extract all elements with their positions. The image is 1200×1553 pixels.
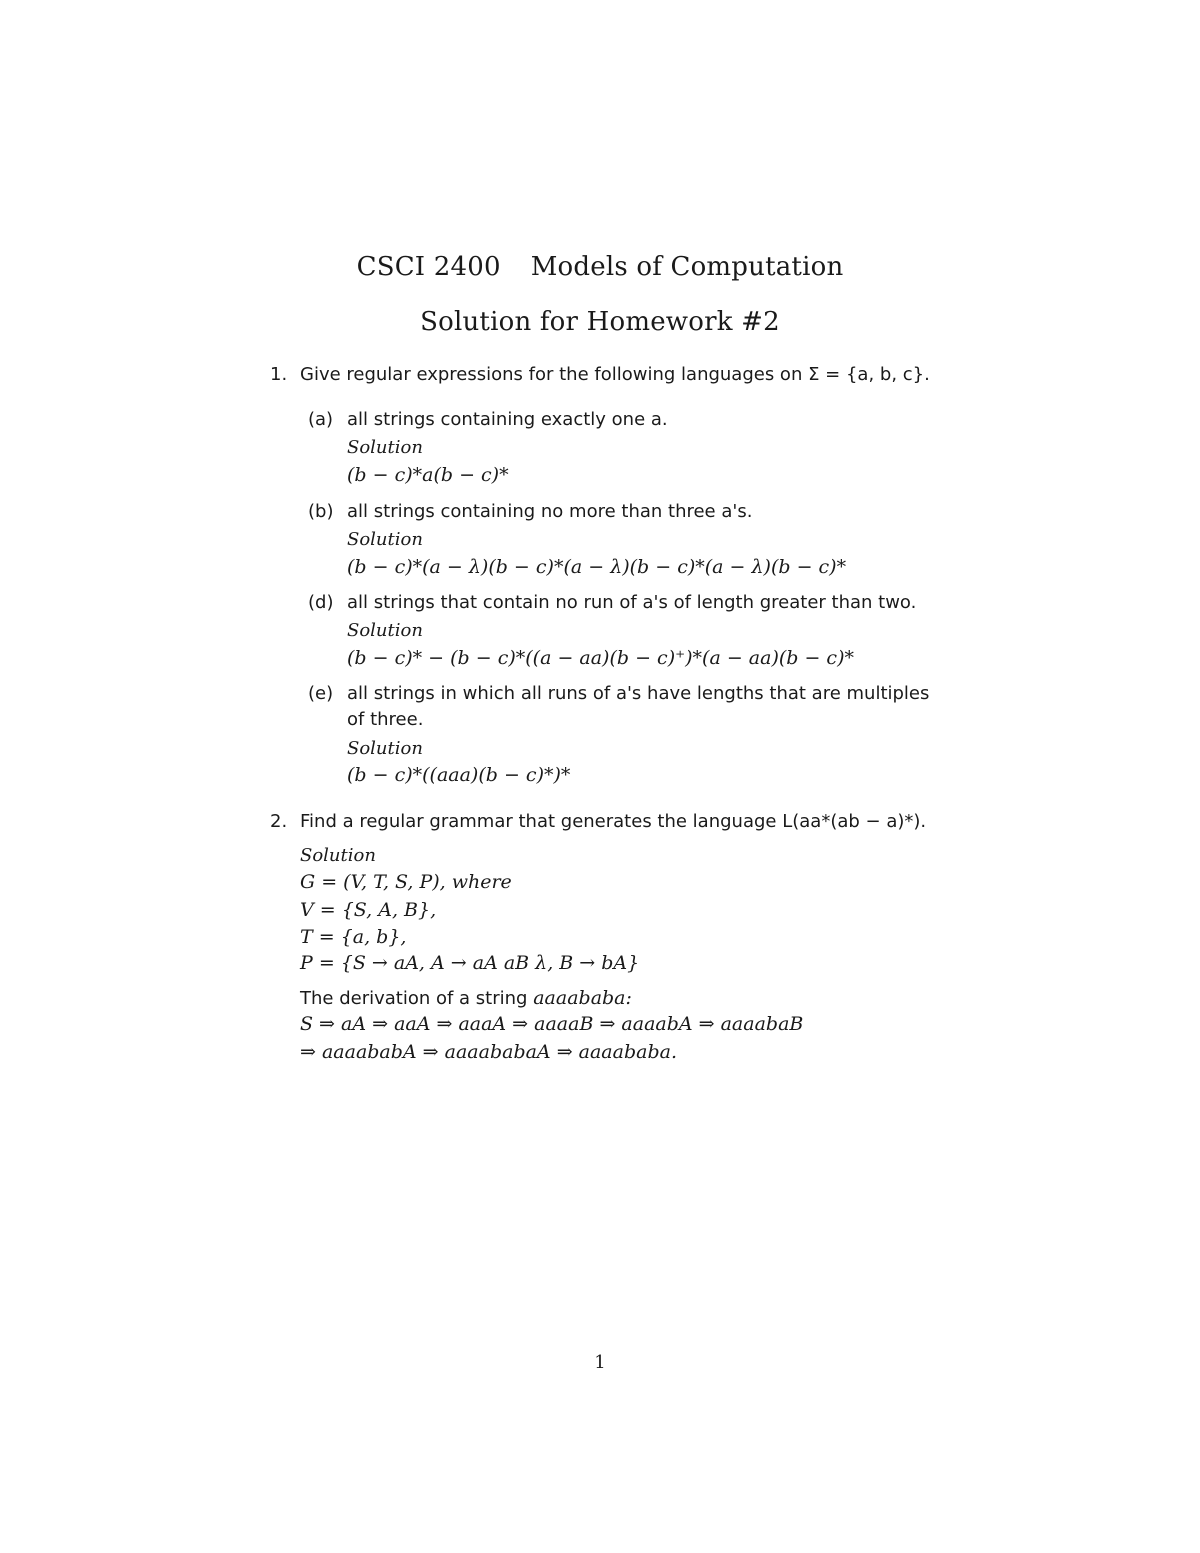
terminals-set: T = {a, b}, — [300, 926, 407, 948]
part-d-label: (d) — [308, 592, 334, 613]
derivation-intro-text: The derivation of a string — [300, 988, 528, 1009]
document-title — [0, 252, 1200, 282]
part-b-text: all strings containing no more than three a's. — [347, 501, 753, 522]
part-e-text: all strings in which all runs of a's have lengths that are multiples — [347, 683, 930, 704]
derivation-line-2: ⇒ aaaababA ⇒ aaaababaA ⇒ aaaababa. — [300, 1041, 677, 1063]
part-b-solution: (b − c)*(a − λ)(b − c)*(a − λ)(b − c)*(a − λ)(b − c)* — [347, 556, 847, 578]
course-title: Models of Computation — [530, 252, 844, 282]
derivation-target-string: aaaababa: — [533, 987, 632, 1009]
part-a-label: (a) — [308, 409, 334, 430]
question-2-prompt: Find a regular grammar that generates the language L(aa*(ab − a)*). — [300, 811, 927, 832]
variables-set: V = {S, A, B}, — [300, 899, 437, 921]
part-d-solution-label: Solution — [347, 620, 423, 641]
part-d-solution: (b − c)* − (b − c)*((a − aa)(b − c)⁺)*(a − aa)(b − c)* — [347, 647, 854, 669]
question-1-prompt: Give regular expressions for the following languages on Σ = {a, b, c}. — [300, 364, 930, 385]
part-e-solution: (b − c)*((aaa)(b − c)*)* — [347, 764, 571, 786]
part-e-solution-label: Solution — [347, 738, 423, 759]
productions-set: P = {S → aA, A → aA aB λ, B → bA} — [300, 952, 640, 974]
derivation-intro — [300, 987, 632, 1010]
course-code: CSCI 2400 — [356, 252, 501, 282]
part-d-text: all strings that contain no run of a's of length greater than two. — [347, 592, 917, 613]
question-2-number: 2. — [270, 811, 288, 832]
part-b-label: (b) — [308, 501, 334, 522]
part-a-solution-label: Solution — [347, 437, 423, 458]
page-number: 1 — [594, 1352, 606, 1373]
part-a-solution: (b − c)*a(b − c)* — [347, 464, 509, 486]
document-subtitle: Solution for Homework #2 — [420, 307, 780, 337]
question-1-number: 1. — [270, 364, 288, 385]
part-e-text-continued: of three. — [347, 709, 424, 730]
part-b-solution-label: Solution — [347, 529, 423, 550]
part-e-label: (e) — [308, 683, 334, 704]
question-2-solution-label: Solution — [300, 845, 376, 866]
part-a-text: all strings containing exactly one a. — [347, 409, 668, 430]
grammar-definition: G = (V, T, S, P), where — [300, 871, 512, 893]
derivation-line-1: S ⇒ aA ⇒ aaA ⇒ aaaA ⇒ aaaaB ⇒ aaaabA ⇒ aaaabaB — [300, 1013, 804, 1035]
